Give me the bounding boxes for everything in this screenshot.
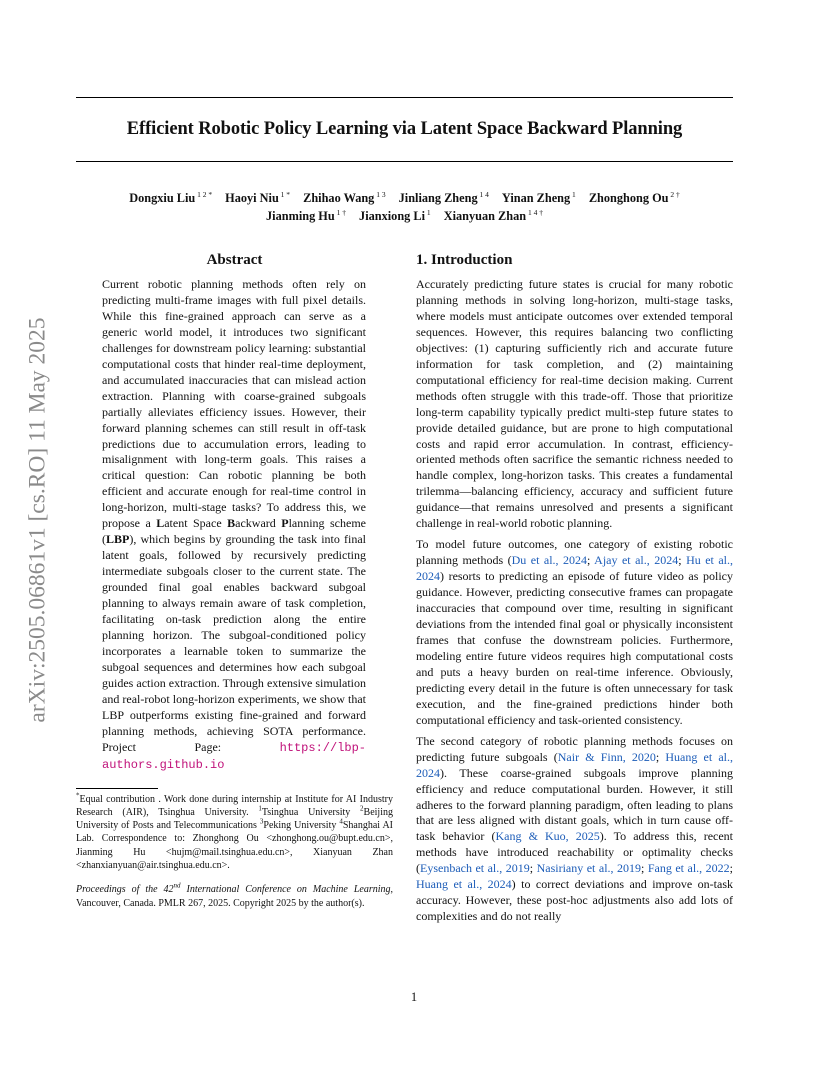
abstract-text <box>76 277 393 774</box>
author <box>303 191 385 205</box>
proceedings-text: , Vancouver, Canada. PMLR 267, 2025. Copyright 2025 by the author(s). <box>76 884 394 909</box>
footnote-text: Shanghai AI Lab. Correspondence to: Zhonghong Ou <zhonghong.ou@bupt.edu.cn>, Jianming Hu <hujm@mail.tsinghua.edu.cn>, Xianyuan Zhan <zhanxianyuan@air.tsinghua.edu.cn>. <box>76 820 394 872</box>
abstract-text-run: P <box>281 516 289 531</box>
author <box>502 191 576 205</box>
author-affiliation-mark: 1 2 * <box>195 190 213 199</box>
paragraph-text: ; <box>529 861 537 876</box>
paper-title: Efficient Robotic Policy Learning via Latent Space Backward Planning <box>126 119 683 139</box>
citation-link[interactable]: Du et al., 2024 <box>511 553 588 568</box>
citation-link[interactable]: Huang et al., 2024 <box>416 749 734 780</box>
introduction-paragraph <box>416 734 733 925</box>
paragraph-text: ). To address this, recent methods have introduced reachability or optimality checks ( <box>416 829 734 876</box>
superscript-mark: * <box>76 791 80 800</box>
project-page-link[interactable]: https://lbp-authors.github.io <box>102 740 366 772</box>
author-name: Jianxiong Li <box>359 209 425 223</box>
author-name: Jinliang Zheng <box>398 191 478 205</box>
author-name: Dongxiu Liu <box>129 191 196 205</box>
citation-link[interactable]: Eysenbach et al., 2019 <box>420 861 530 876</box>
abstract-text-run: B <box>227 516 236 531</box>
author-affiliation-mark: 1 <box>570 190 576 199</box>
citation-link[interactable]: Nasiriany et al., 2019 <box>536 861 642 876</box>
introduction-body <box>416 277 733 925</box>
paragraph-text: ; <box>587 553 595 568</box>
author-affiliation-mark: 1 3 <box>374 190 386 199</box>
abstract-text-run: ), which begins by grounding the task into final latent goals, followed by recursively predicting intermediate subgoals closer to the current state. The grounded final goal enables backward subgoal planning to always remain aware of task completion, facilitating on-task prediction along the entire planning horizon. The subgoal-conditioned policy incorporates a learnable token to summarize the subgoal sequences and determines how each subgoal guides action extraction. Through extensive simulation and real-robot long-horizon experiments, we show that LBP outperforms existing fine-grained and forward planning methods, achieving SOTA performance. Project Page: <box>102 532 366 754</box>
paragraph-text: ) resorts to predicting an episode of future video as policy guidance. However, predicting consecutive frames can propagate inaccuracies that compound over time, resulting in significant deviations from the intended final goal or physically inconsistent frames that confuse the downstream policies. Furthermore, modeling entire future videos requires high computational costs and puts a heavy burden on real-time inference. Obviously, predicting every detail in the future is often unnecessary for task execution, and the fine-grained predictions hinder both computational efficiency and task-oriented consistency. <box>416 569 733 727</box>
author-affiliation-mark: 2 † <box>668 190 680 199</box>
title-top-rule <box>76 97 733 98</box>
paragraph-text: ; <box>655 749 666 764</box>
footnote-rule <box>76 788 158 789</box>
abstract-text-run: atent Space <box>164 516 228 531</box>
right-column <box>416 252 733 925</box>
superscript-mark: 4 <box>339 817 343 826</box>
footnote-text: Equal contribution . Work done during internship at Institute for AI Industry Research (AIR), Tsinghua University. <box>76 793 393 818</box>
proceedings-text: Proceedings of the 42 <box>76 884 174 896</box>
author-name: Zhonghong Ou <box>588 191 669 205</box>
proceedings-text: International Conference on Machine Learning <box>180 884 391 896</box>
author-list <box>76 189 733 225</box>
abstract-heading: Abstract <box>206 252 263 268</box>
author <box>225 191 290 205</box>
author-affiliation-mark: 1 4 † <box>526 208 543 217</box>
abstract-text-run: L <box>156 516 165 531</box>
author <box>129 191 212 205</box>
abstract-content <box>102 277 366 754</box>
page-number: 1 <box>410 990 418 1004</box>
left-column <box>76 252 393 910</box>
superscript-mark: 3 <box>259 817 264 826</box>
arxiv-identifier: arXiv:2505.06861v1 [cs.RO] 11 May 2025 <box>24 317 51 723</box>
affiliation-footnote <box>76 793 393 873</box>
title-bottom-rule <box>76 161 733 162</box>
paragraph-text: To model future outcomes, one category of existing robotic planning methods ( <box>416 537 733 568</box>
citation-link[interactable]: Fang et al., 2022 <box>647 861 730 876</box>
citation-link[interactable]: Ajay et al., 2024 <box>594 553 679 568</box>
author-name: Haoyi Niu <box>225 191 279 205</box>
paragraph-text: ; <box>641 861 648 876</box>
footnote-text: Beijing University of Posts and Telecommunications <box>76 806 393 832</box>
paragraph-text: ; <box>678 553 687 568</box>
citation-link[interactable]: Kang & Kuo, 2025 <box>495 829 600 844</box>
author <box>359 209 431 223</box>
proceedings-note <box>76 883 393 910</box>
author <box>444 209 543 223</box>
superscript-mark: 2 <box>360 804 364 813</box>
introduction-paragraph <box>416 277 733 532</box>
author-name: Xianyuan Zhan <box>443 209 527 223</box>
author-name: Zhihao Wang <box>303 191 375 205</box>
citation-link[interactable]: Nair & Finn, 2020 <box>557 749 656 764</box>
introduction-paragraph <box>416 537 733 728</box>
author <box>589 191 680 205</box>
arxiv-stamp <box>18 280 58 760</box>
introduction-heading: 1. Introduction <box>416 252 513 268</box>
superscript-mark: 1 <box>258 804 262 813</box>
author <box>266 209 346 223</box>
author-affiliation-mark: 1 † <box>334 208 346 217</box>
paragraph-text: Accurately predicting future states is crucial for many robotic planning methods in solving long-horizon, multi-stage tasks, where models must anticipate outcomes over extended temporal sequences. However, this requires balancing two conflicting objectives: (1) capturing sufficiently rich and accurate future information for task completion, and (2) maintaining computational efficiency for real-time decision making. Current methods often struggle with this trade-off. Those that prioritize long-term capability typically predict multi-step future states to provide detailed guidance, but are prone to high computational costs and rapid error accumulation. In contrast, efficiency-oriented methods often sacrifice the semantic richness needed to handle complex, long-horizon tasks. This creates a fundamental trilemma—balancing efficiency, accuracy and sufficient future guidance—that remains unresolved and presents a significant challenge in real-world robotic planning. <box>416 277 733 531</box>
author-name: Jianming Hu <box>266 209 335 223</box>
abstract-text-run: lanning scheme ( <box>102 516 366 547</box>
paragraph-text: The second category of robotic planning methods focuses on predicting future subgoals ( <box>416 733 733 764</box>
author-name: Yinan Zheng <box>501 191 571 205</box>
author-affiliation-mark: 1 <box>425 208 431 217</box>
author <box>399 191 489 205</box>
author-affiliation-mark: 1 * <box>278 190 291 199</box>
footnote-text: Peking University <box>263 820 340 832</box>
citation-link[interactable]: Hu et al., 2024 <box>416 553 733 584</box>
abstract-text-run: ackward <box>235 516 282 531</box>
citation-link[interactable]: Huang et al., 2024 <box>416 877 512 892</box>
superscript-mark: nd <box>173 882 181 890</box>
author-affiliation-mark: 1 4 <box>477 190 489 199</box>
footnote-text: Tsinghua University <box>261 806 361 818</box>
abstract-text-run: LBP <box>106 532 130 547</box>
paragraph-text: ). These coarse-grained subgoals improve planning efficiency and reduce computational burden. However, it still adheres to the forward planning paradigm, often leading to plans that are less aligned with distant goals, which in turn cause off-task behavior ( <box>416 765 733 844</box>
abstract-text-run: Current robotic planning methods often rely on predicting multi-frame images with full pixel details. While this fine-grained approach can serve as a generic world model, it introduces two significant challenges for downstream policy learning: substantial computational costs that hinder real-time deployment, and accumulated inaccuracies that can mislead action extraction. Planning with coarse-grained subgoals partially alleviates efficiency issues. However, their forward planning schemes can still result in off-task predictions due to accumulation errors, leading to misalignment with long-term goals. This raises a critical question: Can robotic planning be both efficient and accurate enough for real-time control in long-horizon, multi-stage tasks? To address this, we propose a <box>102 277 366 531</box>
paragraph-text: ; <box>729 861 733 876</box>
paragraph-text: ) to correct deviations and improve on-task accuracy. However, these post-hoc adjustments also add lots of complexities and do not really <box>416 877 733 924</box>
